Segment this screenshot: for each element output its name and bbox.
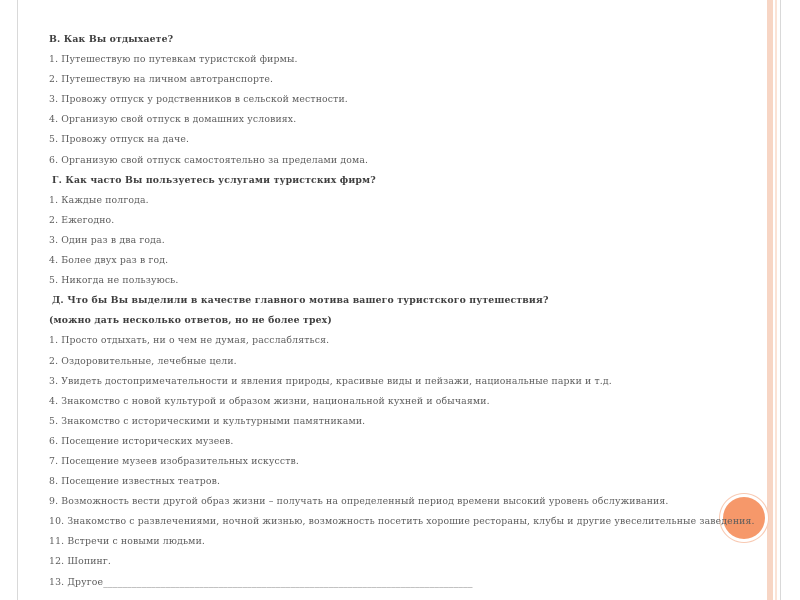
decorative-side-bar [767, 0, 773, 600]
list-item: 11. Встречи с новыми людьми. [49, 536, 206, 548]
list-item: 2. Оздоровительные, лечебные цели. [49, 355, 237, 367]
list-item: 5. Провожу отпуск на даче. [49, 134, 190, 146]
list-item: 4. Знакомство с новой культурой и образом жизни, национальной кухней и обычаями. [49, 395, 490, 407]
list-item: 1. Просто отдыхать, ни о чем не думая, расслабляться. [49, 335, 330, 347]
list-item: 1. Каждые полгода. [49, 194, 149, 206]
list-item: 7. Посещение музеев изобразительных искусств. [49, 455, 300, 467]
list-item: 13. Другое_____________________________________________________________________________ [49, 576, 473, 588]
list-item: 6. Посещение исторических музеев. [49, 435, 234, 447]
list-item: 3. Один раз в два года. [49, 234, 165, 246]
list-item: 5. Никогда не пользуюсь. [49, 275, 179, 287]
section-v-heading: В. Как Вы отдыхаете? [49, 34, 174, 45]
list-item: 8. Посещение известных театров. [49, 476, 221, 488]
section-d-subheading: (можно дать несколько ответов, но не более трех) [49, 315, 332, 327]
list-item: 1. Путешествую по путевкам туристской фирмы. [49, 54, 298, 66]
list-item: 3. Увидеть достопримечательности и явления природы, красивые виды и пейзажи, национальные парки и т.д. [49, 375, 612, 387]
list-item: 9. Возможность вести другой образ жизни – получать на определенный период времени высокий уровень обслуживания. [49, 496, 669, 508]
list-item: 4. Организую свой отпуск в домашних условиях. [49, 114, 297, 126]
list-item: 12. Шопинг. [49, 556, 112, 568]
decorative-side-line [775, 0, 777, 600]
section-d-heading: Д. Что бы Вы выделили в качестве главного мотива вашего туристского путешествия? [52, 295, 549, 307]
section-g-heading: Г. Как часто Вы пользуетесь услугами туристских фирм? [52, 174, 376, 186]
list-item: 2. Путешествую на личном автотранспорте. [49, 74, 274, 86]
list-item: 3. Провожу отпуск у родственников в сельской местности. [49, 94, 348, 106]
questionnaire-text [49, 30, 755, 593]
list-item: 4. Более двух раз в год. [49, 255, 169, 267]
list-item: 2. Ежегодно. [49, 214, 115, 226]
list-item: 6. Организую свой отпуск самостоятельно за пределами дома. [49, 154, 369, 166]
list-item: 10. Знакомство с развлечениями, ночной жизнью, возможность посетить хорошие рестораны, клубы и другие увеселительные заведения. [49, 516, 755, 528]
list-item: 5. Знакомство с историческими и культурными памятниками. [49, 415, 366, 427]
